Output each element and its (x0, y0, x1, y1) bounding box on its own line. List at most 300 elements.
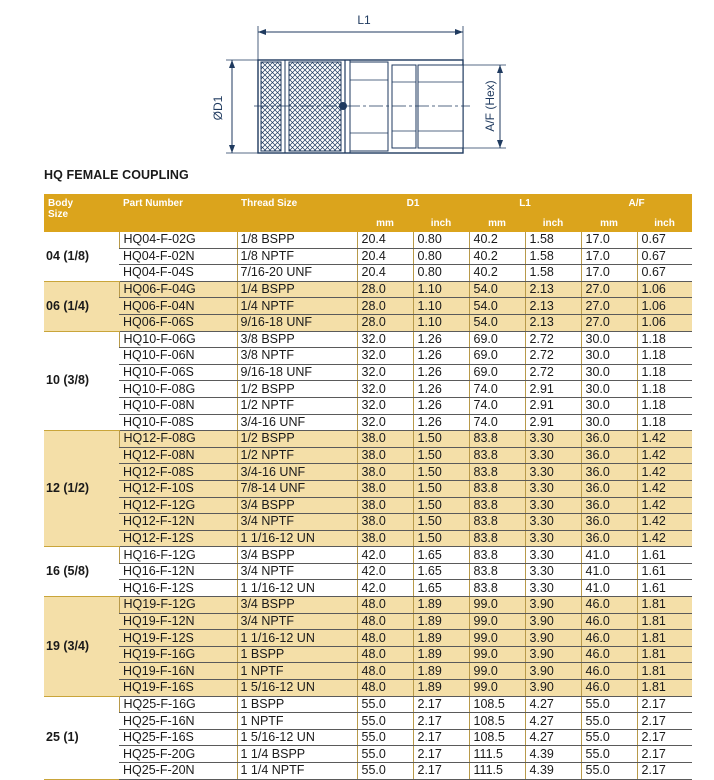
l1-inch-cell: 3.30 (525, 563, 581, 580)
d1-inch-cell: 1.26 (413, 348, 469, 365)
af-inch-cell: 1.18 (637, 397, 692, 414)
l1-inch-cell: 2.13 (525, 298, 581, 315)
l1-inch-cell: 3.90 (525, 646, 581, 663)
l1-inch-cell: 2.13 (525, 314, 581, 331)
thread-size-cell: 9/16-18 UNF (237, 364, 357, 381)
af-mm-cell: 55.0 (581, 729, 637, 746)
l1-inch-cell: 2.91 (525, 397, 581, 414)
af-inch-cell: 1.06 (637, 281, 692, 298)
d1-mm-cell: 55.0 (357, 696, 413, 713)
d1-mm-cell: 38.0 (357, 431, 413, 448)
thread-size-cell: 1 1/16-12 UN (237, 630, 357, 647)
af-mm-cell: 30.0 (581, 331, 637, 348)
thread-size-cell: 1 NPTF (237, 663, 357, 680)
l1-mm-cell: 74.0 (469, 414, 525, 431)
d1-inch-cell: 0.80 (413, 232, 469, 248)
table-row (44, 480, 692, 497)
af-mm-cell: 55.0 (581, 746, 637, 763)
table-row (44, 746, 692, 763)
l1-mm-cell: 99.0 (469, 663, 525, 680)
l1-mm-cell: 83.8 (469, 447, 525, 464)
d1-inch-cell: 1.26 (413, 397, 469, 414)
af-inch-cell: 1.18 (637, 331, 692, 348)
af-mm-cell: 41.0 (581, 547, 637, 564)
d1-mm-cell: 32.0 (357, 364, 413, 381)
af-inch-cell: 1.81 (637, 597, 692, 614)
l1-mm-cell: 54.0 (469, 298, 525, 315)
d1-inch-cell: 1.10 (413, 314, 469, 331)
part-number-cell: HQ12-F-12S (119, 530, 237, 547)
af-mm-cell: 27.0 (581, 314, 637, 331)
af-inch-cell: 1.42 (637, 480, 692, 497)
body-size-cell: 10 (3/8) (44, 331, 119, 431)
part-number-cell: HQ19-F-16N (119, 663, 237, 680)
header-d1-mm: mm (357, 218, 413, 232)
part-number-cell: HQ19-F-12G (119, 597, 237, 614)
thread-size-cell: 1 1/16-12 UN (237, 530, 357, 547)
header-l1-mm: mm (469, 218, 525, 232)
af-mm-cell: 41.0 (581, 580, 637, 597)
thread-size-cell: 3/4-16 UNF (237, 464, 357, 481)
table-row (44, 763, 692, 780)
part-number-cell: HQ16-F-12S (119, 580, 237, 597)
d1-mm-cell: 38.0 (357, 530, 413, 547)
l1-mm-cell: 99.0 (469, 630, 525, 647)
part-number-cell: HQ19-F-16S (119, 680, 237, 697)
d1-inch-cell: 2.17 (413, 696, 469, 713)
l1-mm-cell: 74.0 (469, 397, 525, 414)
d1-inch-cell: 2.17 (413, 713, 469, 730)
af-label: A/F (Hex) (483, 80, 497, 132)
header-af-inch: inch (637, 218, 692, 232)
af-inch-cell: 1.42 (637, 447, 692, 464)
af-inch-cell: 0.67 (637, 232, 692, 248)
d1-mm-cell: 55.0 (357, 713, 413, 730)
d1-mm-cell: 38.0 (357, 447, 413, 464)
thread-size-cell: 1 5/16-12 UN (237, 680, 357, 697)
thread-size-cell: 1/4 BSPP (237, 281, 357, 298)
d1-inch-cell: 1.50 (413, 514, 469, 531)
table-row (44, 397, 692, 414)
af-mm-cell: 27.0 (581, 281, 637, 298)
part-number-cell: HQ10-F-06G (119, 331, 237, 348)
af-mm-cell: 36.0 (581, 447, 637, 464)
af-inch-cell: 1.18 (637, 348, 692, 365)
header-d1: D1 (357, 194, 469, 218)
d1-inch-cell: 1.50 (413, 431, 469, 448)
d1-inch-cell: 1.65 (413, 547, 469, 564)
header-af: A/F (581, 194, 692, 218)
table-row (44, 613, 692, 630)
thread-size-cell: 3/4 BSPP (237, 597, 357, 614)
thread-size-cell: 1/4 NPTF (237, 298, 357, 315)
table-row (44, 364, 692, 381)
header-part-number: Part Number (119, 194, 237, 232)
l1-inch-cell: 2.72 (525, 348, 581, 365)
l1-inch-cell: 4.39 (525, 763, 581, 780)
l1-mm-cell: 69.0 (469, 364, 525, 381)
af-inch-cell: 1.81 (637, 646, 692, 663)
table-row (44, 381, 692, 398)
l1-inch-cell: 3.30 (525, 530, 581, 547)
body-size-cell: 19 (3/4) (44, 597, 119, 697)
l1-mm-cell: 99.0 (469, 680, 525, 697)
table-row (44, 281, 692, 298)
part-number-cell: HQ19-F-12N (119, 613, 237, 630)
thread-size-cell: 1/8 BSPP (237, 232, 357, 248)
l1-inch-cell: 1.58 (525, 248, 581, 265)
d1-label: ØD1 (211, 95, 225, 121)
d1-mm-cell: 28.0 (357, 281, 413, 298)
af-mm-cell: 46.0 (581, 597, 637, 614)
thread-size-cell: 1/2 NPTF (237, 397, 357, 414)
d1-inch-cell: 1.50 (413, 447, 469, 464)
d1-inch-cell: 1.26 (413, 414, 469, 431)
body-size-cell: 06 (1/4) (44, 281, 119, 331)
part-number-cell: HQ25-F-20G (119, 746, 237, 763)
af-inch-cell: 1.18 (637, 414, 692, 431)
d1-mm-cell: 38.0 (357, 497, 413, 514)
af-inch-cell: 1.42 (637, 464, 692, 481)
l1-inch-cell: 3.30 (525, 514, 581, 531)
spec-table (44, 194, 692, 780)
part-number-cell: HQ12-F-12G (119, 497, 237, 514)
thread-size-cell: 1 1/16-12 UN (237, 580, 357, 597)
d1-mm-cell: 55.0 (357, 746, 413, 763)
table-row (44, 447, 692, 464)
part-number-cell: HQ12-F-10S (119, 480, 237, 497)
d1-mm-cell: 42.0 (357, 580, 413, 597)
af-inch-cell: 0.67 (637, 248, 692, 265)
af-mm-cell: 46.0 (581, 646, 637, 663)
thread-size-cell: 3/4 NPTF (237, 514, 357, 531)
d1-mm-cell: 48.0 (357, 646, 413, 663)
l1-label: L1 (357, 13, 371, 27)
af-inch-cell: 0.67 (637, 265, 692, 282)
l1-mm-cell: 40.2 (469, 248, 525, 265)
l1-mm-cell: 83.8 (469, 497, 525, 514)
table-row (44, 729, 692, 746)
d1-mm-cell: 38.0 (357, 514, 413, 531)
l1-inch-cell: 3.90 (525, 597, 581, 614)
af-inch-cell: 1.42 (637, 514, 692, 531)
d1-inch-cell: 1.26 (413, 381, 469, 398)
l1-inch-cell: 4.27 (525, 729, 581, 746)
table-row (44, 597, 692, 614)
d1-inch-cell: 1.89 (413, 663, 469, 680)
d1-inch-cell: 1.89 (413, 630, 469, 647)
header-body-size: Body Size (44, 194, 119, 232)
l1-mm-cell: 54.0 (469, 281, 525, 298)
table-row (44, 713, 692, 730)
d1-inch-cell: 1.65 (413, 563, 469, 580)
part-number-cell: HQ25-F-20N (119, 763, 237, 780)
d1-inch-cell: 2.17 (413, 729, 469, 746)
l1-mm-cell: 111.5 (469, 763, 525, 780)
af-mm-cell: 30.0 (581, 364, 637, 381)
d1-inch-cell: 0.80 (413, 248, 469, 265)
table-row (44, 314, 692, 331)
thread-size-cell: 3/4 BSPP (237, 497, 357, 514)
part-number-cell: HQ06-F-04N (119, 298, 237, 315)
table-row (44, 348, 692, 365)
spec-table-body (44, 232, 692, 779)
af-mm-cell: 30.0 (581, 414, 637, 431)
thread-size-cell: 1/2 BSPP (237, 381, 357, 398)
l1-mm-cell: 108.5 (469, 729, 525, 746)
d1-inch-cell: 0.80 (413, 265, 469, 282)
d1-mm-cell: 32.0 (357, 348, 413, 365)
part-number-cell: HQ12-F-08S (119, 464, 237, 481)
d1-mm-cell: 28.0 (357, 314, 413, 331)
d1-mm-cell: 32.0 (357, 331, 413, 348)
d1-mm-cell: 48.0 (357, 663, 413, 680)
af-inch-cell: 1.06 (637, 298, 692, 315)
part-number-cell: HQ04-F-04S (119, 265, 237, 282)
d1-inch-cell: 1.89 (413, 680, 469, 697)
part-number-cell: HQ19-F-16G (119, 646, 237, 663)
thread-size-cell: 3/8 BSPP (237, 331, 357, 348)
table-row (44, 298, 692, 315)
l1-mm-cell: 83.8 (469, 514, 525, 531)
l1-inch-cell: 3.30 (525, 580, 581, 597)
l1-mm-cell: 83.8 (469, 464, 525, 481)
l1-mm-cell: 99.0 (469, 597, 525, 614)
d1-inch-cell: 1.10 (413, 281, 469, 298)
d1-mm-cell: 32.0 (357, 381, 413, 398)
d1-mm-cell: 55.0 (357, 729, 413, 746)
d1-inch-cell: 1.50 (413, 464, 469, 481)
l1-inch-cell: 3.90 (525, 663, 581, 680)
table-row (44, 630, 692, 647)
d1-inch-cell: 1.89 (413, 646, 469, 663)
d1-inch-cell: 1.50 (413, 497, 469, 514)
l1-mm-cell: 108.5 (469, 713, 525, 730)
l1-mm-cell: 54.0 (469, 314, 525, 331)
thread-size-cell: 1 NPTF (237, 713, 357, 730)
table-row (44, 563, 692, 580)
l1-inch-cell: 3.30 (525, 447, 581, 464)
thread-size-cell: 1 1/4 NPTF (237, 763, 357, 780)
d1-mm-cell: 20.4 (357, 265, 413, 282)
d1-mm-cell: 38.0 (357, 480, 413, 497)
l1-inch-cell: 4.27 (525, 696, 581, 713)
d1-mm-cell: 48.0 (357, 613, 413, 630)
l1-inch-cell: 3.90 (525, 680, 581, 697)
part-number-cell: HQ25-F-16S (119, 729, 237, 746)
part-number-cell: HQ12-F-12N (119, 514, 237, 531)
af-inch-cell: 2.17 (637, 763, 692, 780)
table-row (44, 514, 692, 531)
body-size-cell: 16 (5/8) (44, 547, 119, 597)
l1-mm-cell: 83.8 (469, 580, 525, 597)
l1-mm-cell: 83.8 (469, 431, 525, 448)
af-mm-cell: 36.0 (581, 530, 637, 547)
l1-inch-cell: 1.58 (525, 265, 581, 282)
af-mm-cell: 17.0 (581, 232, 637, 248)
part-number-cell: HQ19-F-12S (119, 630, 237, 647)
af-mm-cell: 46.0 (581, 680, 637, 697)
section-title: HQ FEMALE COUPLING (44, 168, 189, 182)
table-row (44, 431, 692, 448)
af-inch-cell: 1.81 (637, 630, 692, 647)
thread-size-cell: 7/16-20 UNF (237, 265, 357, 282)
d1-inch-cell: 1.89 (413, 613, 469, 630)
af-mm-cell: 46.0 (581, 663, 637, 680)
l1-mm-cell: 74.0 (469, 381, 525, 398)
d1-mm-cell: 32.0 (357, 414, 413, 431)
coupling-drawing (0, 0, 714, 165)
af-mm-cell: 55.0 (581, 713, 637, 730)
d1-mm-cell: 42.0 (357, 547, 413, 564)
af-inch-cell: 1.42 (637, 431, 692, 448)
part-number-cell: HQ25-F-16G (119, 696, 237, 713)
part-number-cell: HQ10-F-08N (119, 397, 237, 414)
af-mm-cell: 46.0 (581, 630, 637, 647)
table-row (44, 497, 692, 514)
table-row (44, 547, 692, 564)
d1-mm-cell: 20.4 (357, 248, 413, 265)
header-d1-inch: inch (413, 218, 469, 232)
table-row (44, 530, 692, 547)
body-size-cell: 25 (1) (44, 696, 119, 779)
thread-size-cell: 3/8 NPTF (237, 348, 357, 365)
l1-mm-cell: 111.5 (469, 746, 525, 763)
l1-inch-cell: 1.58 (525, 232, 581, 248)
thread-size-cell: 7/8-14 UNF (237, 480, 357, 497)
d1-mm-cell: 38.0 (357, 464, 413, 481)
d1-inch-cell: 2.17 (413, 746, 469, 763)
l1-mm-cell: 99.0 (469, 646, 525, 663)
af-inch-cell: 1.81 (637, 663, 692, 680)
af-mm-cell: 30.0 (581, 397, 637, 414)
part-number-cell: HQ04-F-02N (119, 248, 237, 265)
l1-inch-cell: 3.30 (525, 480, 581, 497)
table-row (44, 248, 692, 265)
l1-mm-cell: 69.0 (469, 331, 525, 348)
part-number-cell: HQ25-F-16N (119, 713, 237, 730)
header-thread-size: Thread Size (237, 194, 357, 232)
af-mm-cell: 55.0 (581, 763, 637, 780)
thread-size-cell: 1/2 NPTF (237, 447, 357, 464)
header-af-mm: mm (581, 218, 637, 232)
l1-mm-cell: 83.8 (469, 530, 525, 547)
af-inch-cell: 1.18 (637, 364, 692, 381)
l1-inch-cell: 3.30 (525, 547, 581, 564)
l1-inch-cell: 2.91 (525, 381, 581, 398)
header-l1-inch: inch (525, 218, 581, 232)
table-row (44, 232, 692, 248)
l1-inch-cell: 2.91 (525, 414, 581, 431)
d1-mm-cell: 42.0 (357, 563, 413, 580)
af-inch-cell: 1.42 (637, 530, 692, 547)
af-inch-cell: 2.17 (637, 746, 692, 763)
d1-inch-cell: 1.10 (413, 298, 469, 315)
l1-inch-cell: 2.72 (525, 364, 581, 381)
l1-inch-cell: 3.30 (525, 464, 581, 481)
d1-inch-cell: 1.50 (413, 480, 469, 497)
part-number-cell: HQ10-F-08G (119, 381, 237, 398)
d1-mm-cell: 32.0 (357, 397, 413, 414)
d1-mm-cell: 48.0 (357, 630, 413, 647)
d1-inch-cell: 1.26 (413, 331, 469, 348)
af-mm-cell: 36.0 (581, 514, 637, 531)
part-number-cell: HQ04-F-02G (119, 232, 237, 248)
thread-size-cell: 1/8 NPTF (237, 248, 357, 265)
af-mm-cell: 46.0 (581, 613, 637, 630)
part-number-cell: HQ10-F-06N (119, 348, 237, 365)
part-number-cell: HQ10-F-06S (119, 364, 237, 381)
d1-inch-cell: 1.50 (413, 530, 469, 547)
l1-inch-cell: 3.30 (525, 431, 581, 448)
table-row (44, 663, 692, 680)
af-inch-cell: 1.42 (637, 497, 692, 514)
thread-size-cell: 3/4 NPTF (237, 563, 357, 580)
table-row (44, 331, 692, 348)
thread-size-cell: 1/2 BSPP (237, 431, 357, 448)
af-inch-cell: 1.81 (637, 613, 692, 630)
part-number-cell: HQ16-F-12G (119, 547, 237, 564)
l1-inch-cell: 4.39 (525, 746, 581, 763)
l1-inch-cell: 4.27 (525, 713, 581, 730)
af-mm-cell: 36.0 (581, 480, 637, 497)
d1-mm-cell: 20.4 (357, 232, 413, 248)
d1-mm-cell: 28.0 (357, 298, 413, 315)
table-row (44, 646, 692, 663)
part-number-cell: HQ06-F-04G (119, 281, 237, 298)
af-mm-cell: 36.0 (581, 497, 637, 514)
l1-inch-cell: 3.90 (525, 630, 581, 647)
d1-inch-cell: 2.17 (413, 763, 469, 780)
af-inch-cell: 1.61 (637, 547, 692, 564)
thread-size-cell: 3/4-16 UNF (237, 414, 357, 431)
part-number-cell: HQ10-F-08S (119, 414, 237, 431)
l1-mm-cell: 108.5 (469, 696, 525, 713)
body-size-cell: 04 (1/8) (44, 232, 119, 281)
l1-inch-cell: 2.72 (525, 331, 581, 348)
af-mm-cell: 27.0 (581, 298, 637, 315)
table-row (44, 464, 692, 481)
af-inch-cell: 2.17 (637, 729, 692, 746)
af-mm-cell: 30.0 (581, 348, 637, 365)
af-inch-cell: 1.61 (637, 580, 692, 597)
table-row (44, 680, 692, 697)
af-inch-cell: 2.17 (637, 696, 692, 713)
thread-size-cell: 1 BSPP (237, 646, 357, 663)
af-inch-cell: 1.81 (637, 680, 692, 697)
table-row (44, 696, 692, 713)
table-row (44, 580, 692, 597)
l1-mm-cell: 83.8 (469, 547, 525, 564)
l1-mm-cell: 40.2 (469, 265, 525, 282)
thread-size-cell: 3/4 BSPP (237, 547, 357, 564)
af-mm-cell: 41.0 (581, 563, 637, 580)
af-inch-cell: 1.06 (637, 314, 692, 331)
part-number-cell: HQ12-F-08N (119, 447, 237, 464)
thread-size-cell: 1 5/16-12 UN (237, 729, 357, 746)
thread-size-cell: 1 BSPP (237, 696, 357, 713)
d1-inch-cell: 1.26 (413, 364, 469, 381)
table-row (44, 265, 692, 282)
af-inch-cell: 2.17 (637, 713, 692, 730)
d1-inch-cell: 1.65 (413, 580, 469, 597)
d1-inch-cell: 1.89 (413, 597, 469, 614)
l1-mm-cell: 99.0 (469, 613, 525, 630)
part-number-cell: HQ12-F-08G (119, 431, 237, 448)
table-row (44, 414, 692, 431)
af-mm-cell: 36.0 (581, 431, 637, 448)
l1-mm-cell: 40.2 (469, 232, 525, 248)
